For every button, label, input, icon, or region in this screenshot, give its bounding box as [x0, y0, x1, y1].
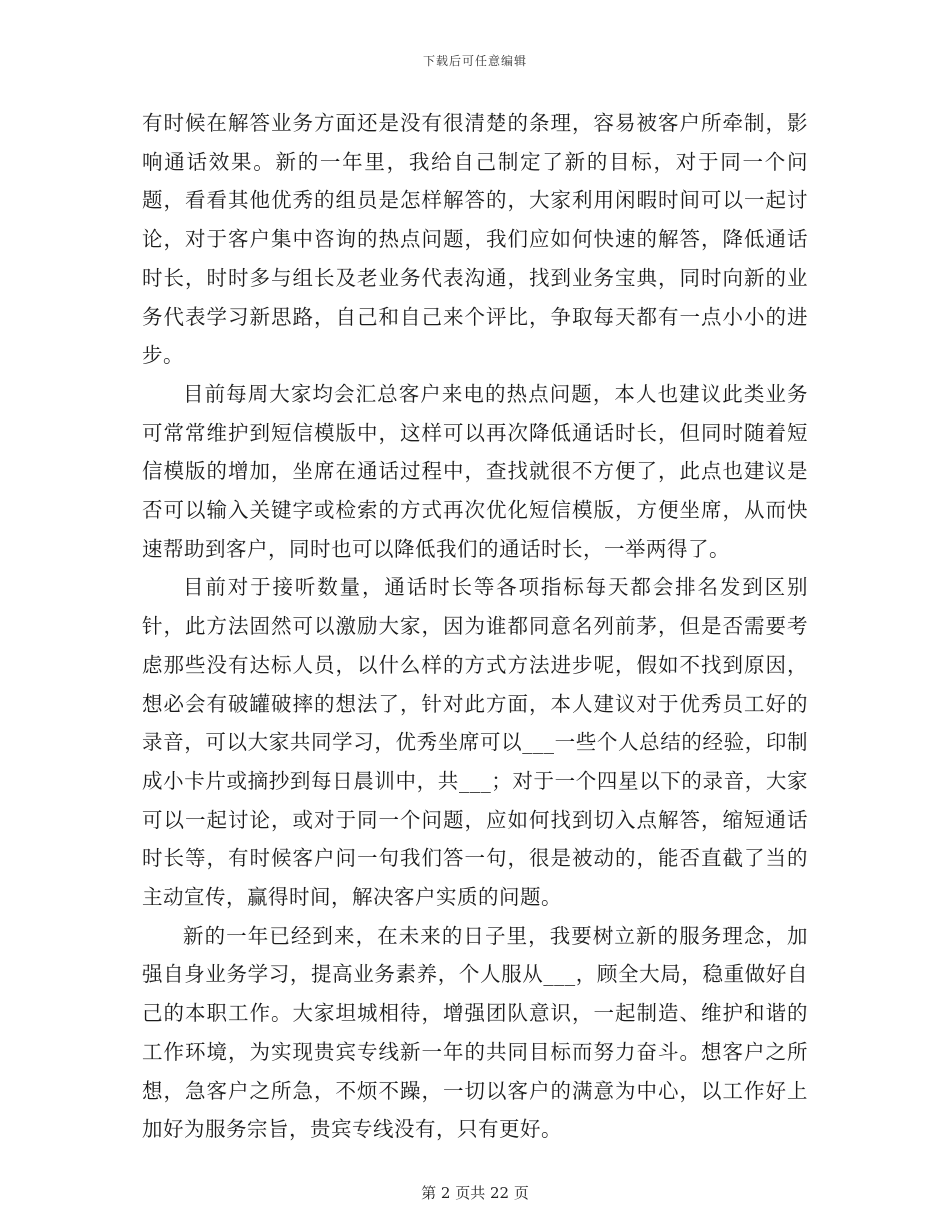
page-header: 下载后可任意编辑 — [422, 54, 527, 68]
paragraph-4: 新的一年已经到来，在未来的日子里，我要树立新的服务理念，加强自身业务学习，提高业务素养，个人服从___，顾全大局，稳重做好自己的本职工作。大家坦城相待，增强团队意识，一起制造、维护和谐的工作环境，为实现贵宾专线新一年的共同目标而努力奋斗。想客户之所想，急客户之所急，不烦不躁，一切以客户的满意为中心，以工作好上加好为服务宗旨，贵宾专线没有，只有更好。 — [142, 923, 808, 1142]
paragraph-1: 有时候在解答业务方面还是没有很清楚的条理，容易被客户所牵制，影响通话效果。新的一年里，我给自己制定了新的目标，对于同一个问题，看看其他优秀的组员是怎样解答的，大家利用闲暇时间可以一起讨论，对于客户集中咨询的热点问题，我们应如何快速的解答，降低通话时长，时时多与组长及老业务代表沟通，找到业务宝典，同时向新的业务代表学习新思路，自己和自己来个评比，争取每天都有一点小小的进步。 — [142, 111, 808, 368]
page-footer: 第 2 页共 22 页 — [421, 1184, 529, 1202]
paragraph-2: 目前每周大家均会汇总客户来电的热点问题，本人也建议此类业务可常常维护到短信模版中，这样可以再次降低通话时长，但同时随着短信模版的增加，坐席在通话过程中，查找就很不方便了，此点也建议是否可以输入关键字或检索的方式再次优化短信模版，方便坐席，从而快速帮助到客户，同时也可以降低我们的通话时长，一举两得了。 — [142, 381, 808, 561]
document-body — [142, 104, 808, 1149]
paragraph-3: 目前对于接听数量，通话时长等各项指标每天都会排名发到区别针，此方法固然可以激励大家，因为谁都同意名列前茅，但是否需要考虑那些没有达标人员，以什么样的方式方法进步呢，假如不找到原因，想必会有破罐破摔的想法了，针对此方面，本人建议对于优秀员工好的录音，可以大家共同学习，优秀坐席可以___一些个人总结的经验，印制成小卡片或摘抄到每日晨训中，共___；对于一个四星以下的录音，大家可以一起讨论，或对于同一个问题，应如何找到切入点解答，缩短通话时长等，有时候客户问一句我们答一句，很是被动的，能否直截了当的主动宣传，赢得时间，解决客户实质的问题。 — [142, 575, 808, 910]
